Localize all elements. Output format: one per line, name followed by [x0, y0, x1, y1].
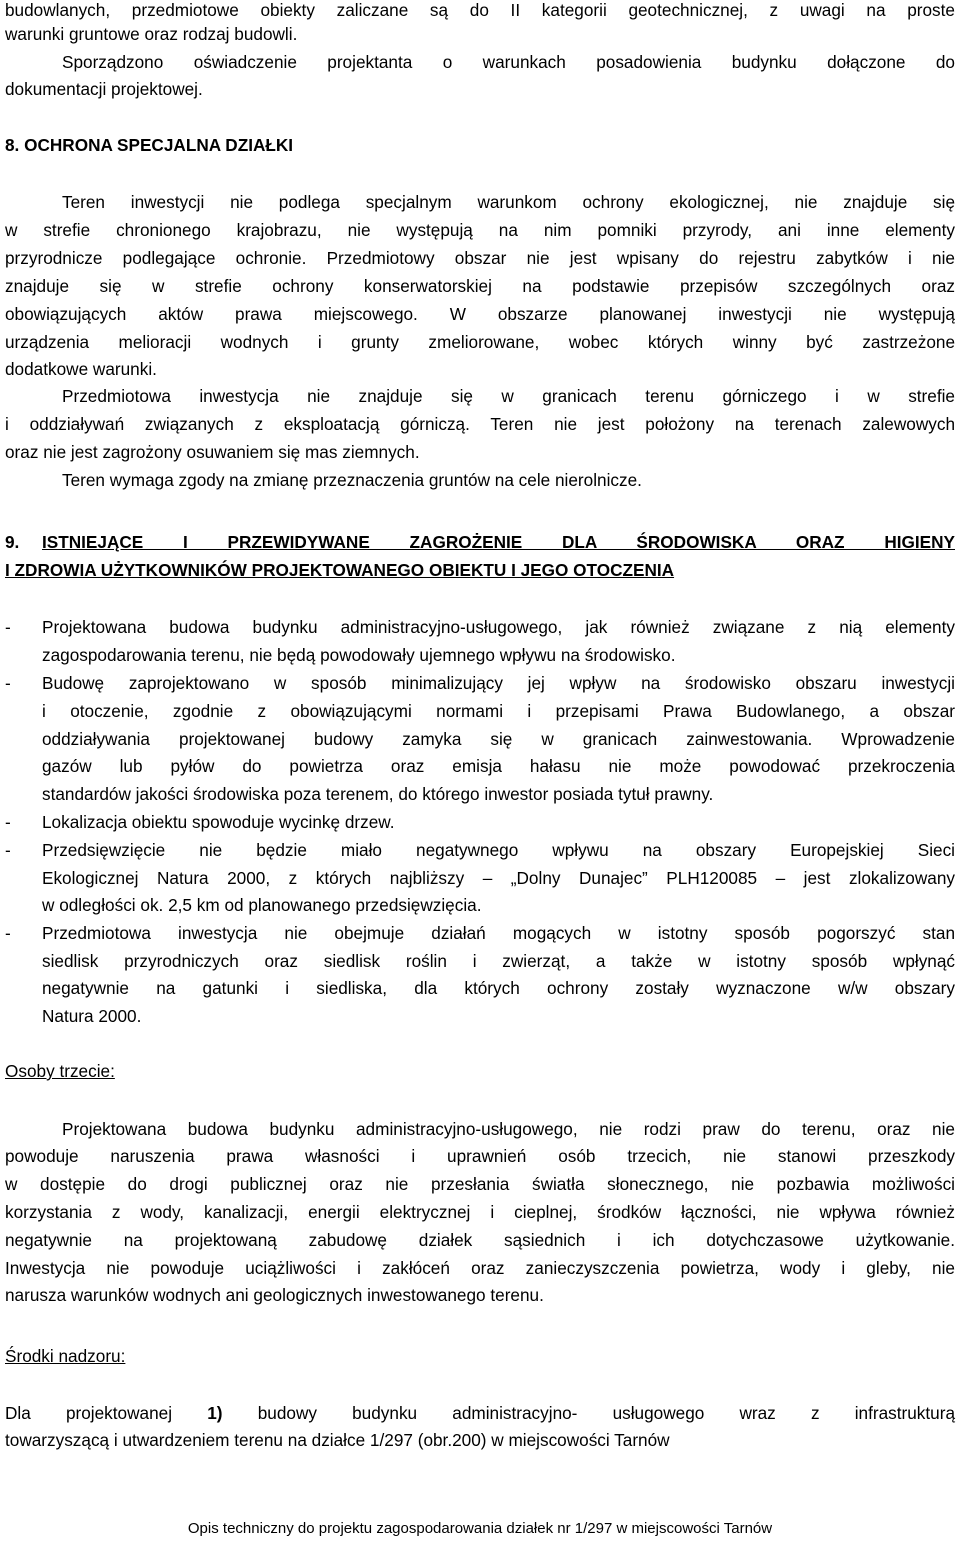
- bullet-dash: -: [5, 923, 11, 943]
- bullet-line: Przedmiotowa inwestycja nie obejmuje działań mogących w istotny sposób pogorszyć stan: [42, 923, 955, 943]
- bullet-line: siedlisk przyrodniczych oraz siedlisk roślin i zwierząt, a także w istotny sposób wpłynąć: [42, 951, 955, 971]
- section-8-line: Teren wymaga zgody na zmianę przeznaczenia gruntów na cele nierolnicze.: [62, 470, 642, 490]
- bullet-line: Natura 2000.: [42, 1006, 142, 1026]
- bullet-line: gazów lub pyłów do powietrza oraz emisja hałasu nie może powodować przekroczenia: [42, 756, 955, 776]
- bullet-dash: -: [5, 617, 11, 637]
- bullet-line: oddziaływania projektowanej budowy zamyka się w granicach zainwestowania. Wprowadzenie: [42, 729, 955, 749]
- third-parties-line: powoduje naruszenia prawa własności i uprawnień osób trzecich, nie stanowi przeszkody: [5, 1146, 955, 1166]
- supervision-text-c: budowy budynku administracyjno- usługowego wraz z infrastrukturą: [257, 1403, 956, 1423]
- supervision-heading: Środki nadzoru:: [5, 1346, 126, 1366]
- intro-line-1: budowlanych, przedmiotowe obiekty zaliczane są do II kategorii geotechnicznej, z uwagi na proste: [5, 0, 955, 20]
- section-9-title-line-1: ISTNIEJĄCE I PRZEWIDYWANE ZAGROŻENIE DLA ŚRODOWISKA ORAZ HIGIENY: [42, 532, 955, 552]
- section-8-title: 8. OCHRONA SPECJALNA DZIAŁKI: [5, 135, 294, 155]
- third-parties-line: w dostępie do drogi publicznej oraz nie przesłania światła słonecznego, nie pozbawia możliwości: [5, 1174, 955, 1194]
- page-footer: Opis techniczny do projektu zagospodarowania działek nr 1/297 w miejscowości Tarnów: [187, 1520, 773, 1537]
- bullet-dash: -: [5, 673, 11, 693]
- supervision-line-1: [5, 1401, 955, 1425]
- section-8-line: Przedmiotowa inwestycja nie znajduje się w granicach terenu górniczego i w strefie: [62, 386, 955, 406]
- intro-line-4: dokumentacji projektowej.: [5, 79, 203, 99]
- bullet-line: Budowę zaprojektowano w sposób minimalizujący jej wpływ na środowisko obszaru inwestycji: [42, 673, 955, 693]
- bullet-line: Przedsięwzięcie nie będzie miało negatywnego wpływu na obszary Europejskiej Sieci: [42, 840, 955, 860]
- third-parties-line: narusza warunków wodnych ani geologicznych inwestowanego terenu.: [5, 1285, 544, 1305]
- supervision-number: 1): [207, 1403, 223, 1423]
- bullet-line: Ekologicznej Natura 2000, z których najbliższy – „Dolny Dunajec” PLH120085 – jest zlokalizowany: [42, 868, 955, 888]
- section-8-line: oraz nie jest zagrożony osuwaniem się mas ziemnych.: [5, 442, 420, 462]
- bullet-line: zagospodarowania terenu, nie będą powodowały ujemnego wpływu na środowisko.: [42, 645, 676, 665]
- section-9-title-line-2: I ZDROWIA UŻYTKOWNIKÓW PROJEKTOWANEGO OBIEKTU I JEGO OTOCZENIA: [5, 560, 675, 580]
- section-8-line: Teren inwestycji nie podlega specjalnym warunkom ochrony ekologicznej, nie znajduje się: [62, 192, 955, 212]
- section-8-line: znajduje się w strefie ochrony konserwatorskiej na podstawie przepisów szczególnych oraz: [5, 276, 955, 296]
- section-8-line: urządzenia melioracji wodnych i grunty zmeliorowane, wobec których winny być zastrzeżone: [5, 332, 955, 352]
- bullet-dash: -: [5, 840, 11, 860]
- intro-line-3: Sporządzono oświadczenie projektanta o warunkach posadowienia budynku dołączone do: [62, 52, 955, 72]
- third-parties-line: korzystania z wody, kanalizacji, energii elektrycznej i cieplnej, środków łączności, nie wpływa również: [5, 1202, 955, 1222]
- section-8-line: obowiązujących aktów prawa miejscowego. W obszarze planowanej inwestycji nie występują: [5, 304, 955, 324]
- bullet-line: i otoczenie, zgodnie z obowiązującymi normami i przepisami Prawa Budowlanego, a obszar: [42, 701, 955, 721]
- bullet-dash: -: [5, 812, 11, 832]
- section-8-line: i oddziaływań związanych z eksploatacją górniczą. Teren nie jest położony na terenach zalewowych: [5, 414, 955, 434]
- section-8-line: przyrodnicze podlegające ochronie. Przedmiotowy obszar nie jest wpisany do rejestru zabytków i nie: [5, 248, 955, 268]
- bullet-line: negatywnie na gatunki i siedliska, dla których ochrony zostały wyznaczone w/w obszary: [42, 978, 955, 998]
- section-8-line: dodatkowe warunki.: [5, 359, 157, 379]
- section-8-line: w strefie chronionego krajobrazu, nie występują na nim pomniki przyrody, ani inne elementy: [5, 220, 955, 240]
- bullet-line: w odległości ok. 2,5 km od planowanego przedsięwzięcia.: [42, 895, 482, 915]
- bullet-line: Projektowana budowa budynku administracyjno-usługowego, jak również związane z nią elementy: [42, 617, 955, 637]
- section-9-heading: [5, 530, 955, 554]
- bullet-line: Lokalizacja obiektu spowoduje wycinkę drzew.: [42, 812, 395, 832]
- supervision-line-2: towarzyszącą i utwardzeniem terenu na działce 1/297 (obr.200) w miejscowości Tarnów: [5, 1430, 670, 1450]
- third-parties-line: Inwestycja nie powoduje uciążliwości i zakłóceń oraz zanieczyszczenia powietrza, wody i gleby, nie: [5, 1258, 955, 1278]
- supervision-text-a: Dla projektowanej: [5, 1403, 173, 1423]
- third-parties-heading: Osoby trzecie:: [5, 1061, 115, 1081]
- third-parties-line: negatywnie na projektowaną zabudowę działek sąsiednich i ich dotychczasowe użytkowanie.: [5, 1230, 955, 1250]
- third-parties-line: Projektowana budowa budynku administracyjno-usługowego, nie rodzi praw do terenu, oraz nie: [62, 1119, 955, 1139]
- intro-line-2: warunki gruntowe oraz rodzaj budowli.: [5, 24, 298, 44]
- bullet-line: standardów jakości środowiska poza terenem, do którego inwestor posiada tytuł prawny.: [42, 784, 714, 804]
- section-9-number: 9.: [5, 532, 20, 552]
